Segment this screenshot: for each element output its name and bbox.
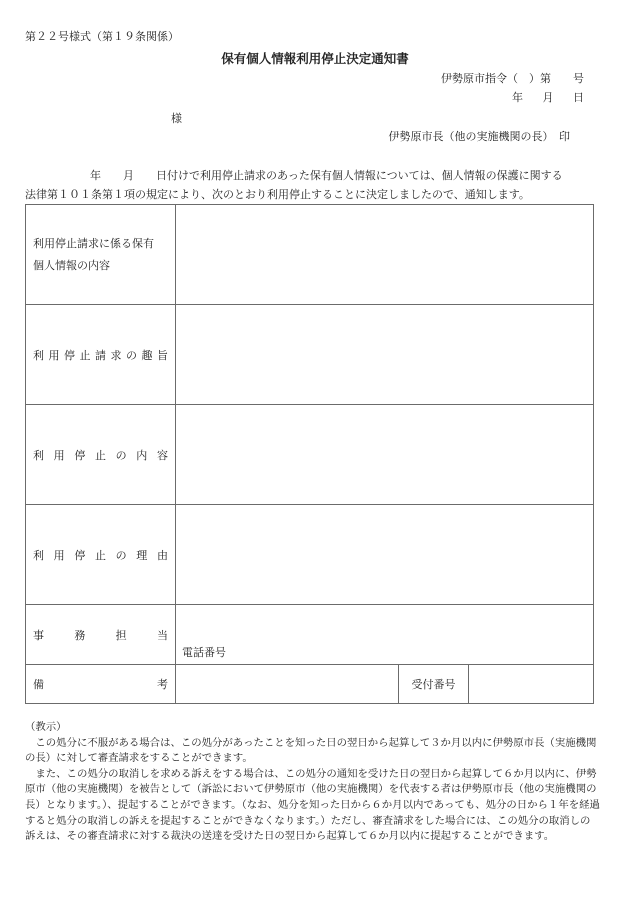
label-char: 停 (74, 448, 86, 462)
label-receipt-number: 受付番号 (399, 665, 469, 704)
label-char: 由 (156, 548, 168, 562)
addressee-suffix: 様 (171, 112, 182, 125)
label-remarks (26, 665, 176, 704)
instructions-paragraph-2: また、この処分の取消しを求める訴えをする場合は、この処分の通知を受けた日の翌日から起算して６か月以内に、伊勢原市（他の実施機関）を被告として（訴訟において伊勢原市（他の実施機関）を代表する者は伊勢原市長（他の実施機関の長）となります。）、提起することができます。（なお、処分を知った日から６か月以内であっても、処分の日から１年を経過すると処分の取消しの訴えを提起することができなくなります。）ただし、審査請求をした場合には、この処分の取消しの訴えは、その審査請求に対する裁決の送達を受けた日の翌日から起算して６か月以内に提起することができます。 (25, 767, 600, 843)
table-row (26, 305, 594, 405)
label-char: 利 (33, 348, 44, 362)
label-char: 考 (157, 678, 168, 691)
label-char: 務 (74, 628, 86, 642)
label-personal-info-content (26, 205, 176, 305)
label-line: 利用停止請求に係る保有 (33, 236, 154, 250)
instructions-paragraph-1: この処分に不服がある場合は、この処分があったことを知った日の翌日から起算して３か月以内に伊勢原市長（実施機関の長）に対して審査請求をすることができます。 (25, 736, 597, 765)
document-title: 保有個人情報利用停止決定通知書 (221, 51, 409, 66)
label-char: 用 (48, 348, 60, 362)
table-row (26, 405, 594, 505)
intro-line-1: 年 月 日付けで利用停止請求のあった保有個人情報については、個人情報の保護に関する (90, 169, 563, 182)
staff-in-charge-field[interactable] (176, 605, 594, 665)
suspension-reason-field[interactable] (176, 505, 594, 605)
label-char: 用 (53, 548, 65, 562)
receipt-number-field[interactable] (469, 665, 594, 704)
form-number: 第２２号様式（第１９条関係） (25, 30, 179, 43)
label-char: 止 (94, 448, 106, 462)
label-char: 止 (79, 348, 91, 362)
label-char: 理 (136, 548, 148, 562)
label-staff-in-charge (26, 605, 176, 665)
table-row (26, 505, 594, 605)
label-suspension-content (26, 405, 176, 505)
label-char: の (115, 548, 127, 562)
remarks-field[interactable] (176, 665, 399, 704)
label-char: 停 (64, 348, 75, 362)
instructions-section (25, 720, 600, 845)
label-char: 備 (33, 678, 44, 691)
label-char: 利 (33, 448, 44, 462)
label-char: 当 (156, 628, 168, 642)
label-char: 求 (110, 348, 122, 362)
personal-info-content-field[interactable] (176, 205, 594, 305)
label-char: 用 (53, 448, 65, 462)
label-suspension-reason (26, 505, 176, 605)
date-day: 日 (573, 91, 584, 104)
request-purpose-field[interactable] (176, 305, 594, 405)
label-char: 事 (33, 628, 44, 642)
label-char: 趣 (141, 348, 153, 362)
label-char: 容 (156, 448, 168, 462)
label-char: の (126, 348, 137, 362)
label-char: 停 (74, 548, 86, 562)
table-row (26, 605, 594, 665)
issuer: 伊勢原市長（他の実施機関の長） 印 (388, 130, 570, 143)
suspension-content-field[interactable] (176, 405, 594, 505)
label-char: の (115, 448, 127, 462)
phone-number-label: 電話番号 (182, 646, 226, 659)
table-row (26, 665, 594, 704)
label-line: 個人情報の内容 (33, 258, 110, 272)
document-number: 伊勢原市指令（ ）第 号 (441, 72, 584, 85)
label-char: 担 (115, 628, 127, 642)
intro-line-2: 法律第１０１条第１項の規定により、次のとおり利用停止することに決定しましたので、通知します。 (25, 188, 530, 201)
table-row (26, 205, 594, 305)
label-request-purpose (26, 305, 176, 405)
label-char: 利 (33, 548, 44, 562)
label-char: 内 (136, 448, 148, 462)
date-month: 月 (542, 91, 554, 104)
date-year: 年 (512, 91, 523, 104)
decision-table (25, 204, 594, 704)
instructions-heading: （教示） (25, 721, 67, 733)
issue-date (512, 89, 584, 105)
label-char: 止 (94, 548, 106, 562)
label-char: 請 (95, 348, 106, 362)
label-char: 旨 (157, 348, 168, 362)
